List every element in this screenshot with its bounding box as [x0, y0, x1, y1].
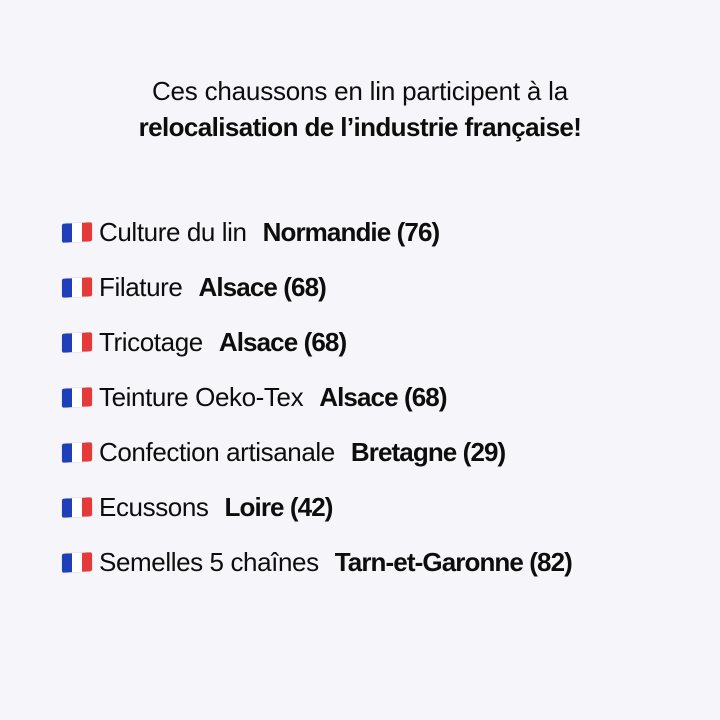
step-label: Tricotage: [99, 327, 203, 357]
list-item-teinture: [62, 370, 572, 425]
step-label: Filature: [99, 272, 183, 302]
step-label: Teinture Oeko-Tex: [99, 382, 304, 412]
place-label: Alsace (68): [218, 327, 347, 357]
step-label: Confection artisanale: [99, 437, 335, 467]
place-label: Alsace (68): [319, 382, 447, 412]
list-item-filature: [62, 260, 572, 315]
france-flag-icon: [62, 387, 92, 408]
heading-line-1: Ces chaussons en lin participent à la: [151, 76, 569, 106]
list-item-semelles: [62, 535, 572, 590]
heading-line-2: relocalisation de l’industrie française!: [138, 112, 582, 142]
list-item-tricotage: [62, 315, 572, 370]
step-label: Ecussons: [99, 492, 209, 522]
place-label: Tarn-et-Garonne (82): [334, 547, 572, 577]
france-flag-icon: [62, 497, 92, 518]
place-label: Normandie (76): [262, 217, 440, 247]
list-item-confection: [62, 425, 572, 480]
france-flag-icon: [62, 442, 92, 463]
france-flag-icon: [62, 277, 92, 298]
list-item-ecussons: [62, 480, 572, 535]
place-label: Bretagne (29): [350, 437, 506, 467]
heading: [0, 73, 720, 145]
france-flag-icon: [62, 332, 92, 353]
france-flag-icon: [62, 222, 92, 243]
production-steps-list: [62, 205, 572, 590]
list-item-culture: [62, 205, 572, 260]
france-flag-icon: [62, 552, 92, 573]
place-label: Alsace (68): [198, 272, 326, 302]
step-label: Semelles 5 chaînes: [99, 547, 319, 577]
step-label: Culture du lin: [99, 217, 247, 247]
place-label: Loire (42): [224, 492, 333, 522]
